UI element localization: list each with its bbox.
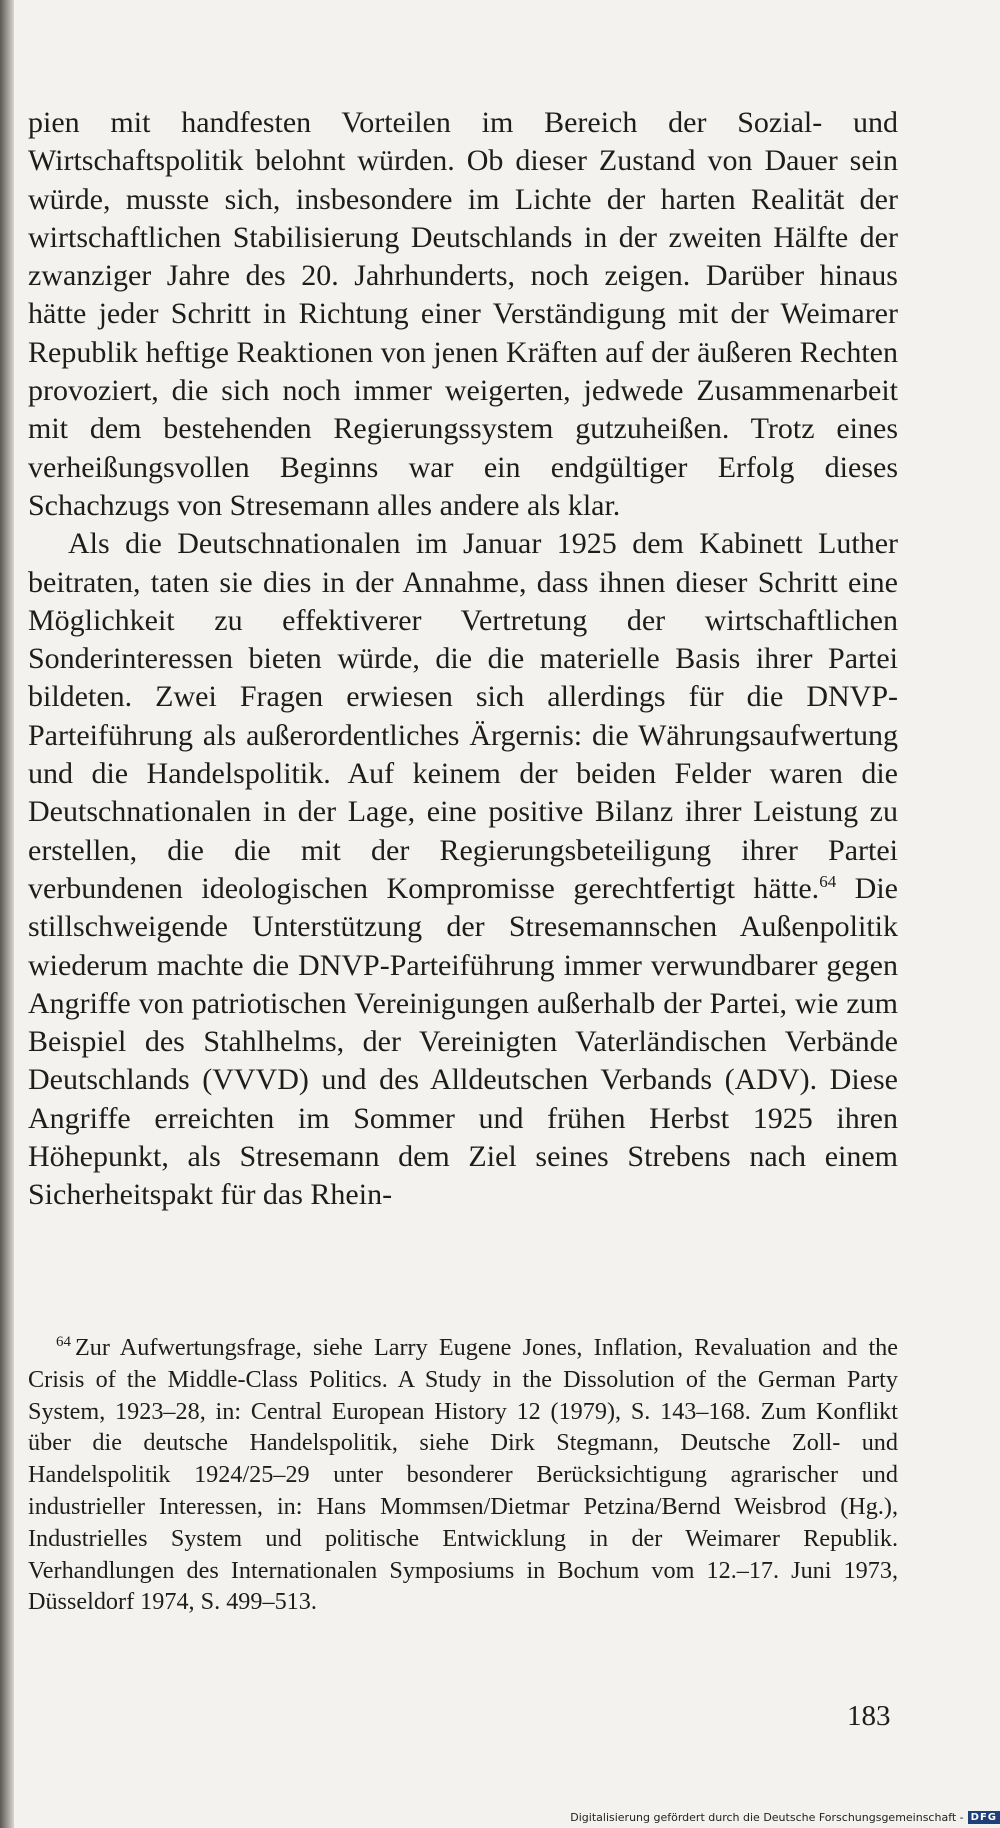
- page-number: 183: [847, 1700, 891, 1732]
- paragraph-2: [28, 525, 898, 1214]
- digitization-credit: [564, 1806, 1000, 1828]
- footnote-marker: 64: [56, 1333, 71, 1350]
- paragraph-2-part-2: Die stillschweigende Unterstützung der Stresemannschen Außenpolitik wiederum machte die DNVP-Parteiführung immer verwundbarer gegen Angriffe von patriotischen Vereinigungen außerhalb der Partei, wie zum Beispiel des Stahlhelms, der Vereinigten Vaterländischen Verbände Deutschlands (VVVD) und des Alldeutschen Verbands (ADV). Diese Angriffe erreichten im Sommer und frühen Herbst 1925 ihren Höhepunkt, als Stresemann dem Ziel seines Strebens nach einem Sicherheitspakt für das Rhein-: [28, 871, 898, 1212]
- footnote-reference[interactable]: 64: [819, 871, 837, 891]
- paragraph-1: pien mit handfesten Vorteilen im Bereich der Sozial- und Wirtschaftspolitik belohnt würden. Ob dieser Zustand von Dauer sein würde, musste sich, insbesondere im Lichte der harten Realität der wirtschaftlichen Stabilisierung Deutschlands in der zweiten Hälfte der zwanziger Jahre des 20. Jahrhunderts, noch zeigen. Darüber hinaus hätte jeder Schritt in Richtung einer Verständigung mit der Weimarer Republik heftige Reaktionen von jenen Kräften auf der äußeren Rechten provoziert, die sich noch immer weigerten, jedwede Zusammenarbeit mit dem bestehenden Regierungssystem gutzuheißen. Trotz eines verheißungsvollen Beginns war ein endgültiger Erfolg dieses Schachzugs von Stresemann alles andere als klar.: [28, 106, 898, 522]
- footnote-text: Zur Aufwertungsfrage, siehe Larry Eugene Jones, Inflation, Revaluation and the Crisis of the Middle-Class Politics. A Study in the Dissolution of the German Party System, 1923–28, in: Central European History 12 (1979), S. 143–168. Zum Konflikt über die deutsche Handelspolitik, siehe Dirk Stegmann, Deutsche Zoll- und Handelspolitik 1924/25–29 unter besonderer Berücksichtigung agrarischer und industrieller Interessen, in: Hans Mommsen/Dietmar Petzina/Bernd Weisbrod (Hg.), Industrielles System und politische Entwicklung in der Weimarer Republik. Verhandlungen des Internationalen Symposiums in Bochum vom 12.–17. Juni 1973, Düsseldorf 1974, S. 499–513.: [28, 1334, 898, 1616]
- paragraph-2-part-1: Als die Deutschnationalen im Januar 1925 dem Kabinett Luther beitraten, taten sie dies in der Annahme, dass ihnen dieser Schritt eine Möglichkeit zu effektiverer Vertretung der wirtschaftlichen Sonderinteressen bieten würde, die die materielle Basis ihrer Partei bildeten. Zwei Fragen erwiesen sich allerdings für die DNVP-Parteiführung als außerordentliches Ärgernis: die Währungsaufwertung und die Handelspolitik. Auf keinem der beiden Felder waren die Deutschnationalen in der Lage, eine positive Bilanz ihrer Leistung zu erstellen, die die mit der Regierungsbeteiligung ihrer Partei verbundenen ideologischen Kompromisse gerechtfertigt hätte.: [28, 527, 898, 905]
- dfg-logo: DFG: [968, 1811, 1000, 1824]
- main-text: [28, 104, 898, 1215]
- footnote-section: [28, 1332, 898, 1618]
- credit-text: Digitalisierung gefördert durch die Deutsche Forschungsgemeinschaft -: [570, 1810, 964, 1824]
- footnote-64: [28, 1332, 898, 1618]
- page-binding-shadow: [0, 0, 14, 1828]
